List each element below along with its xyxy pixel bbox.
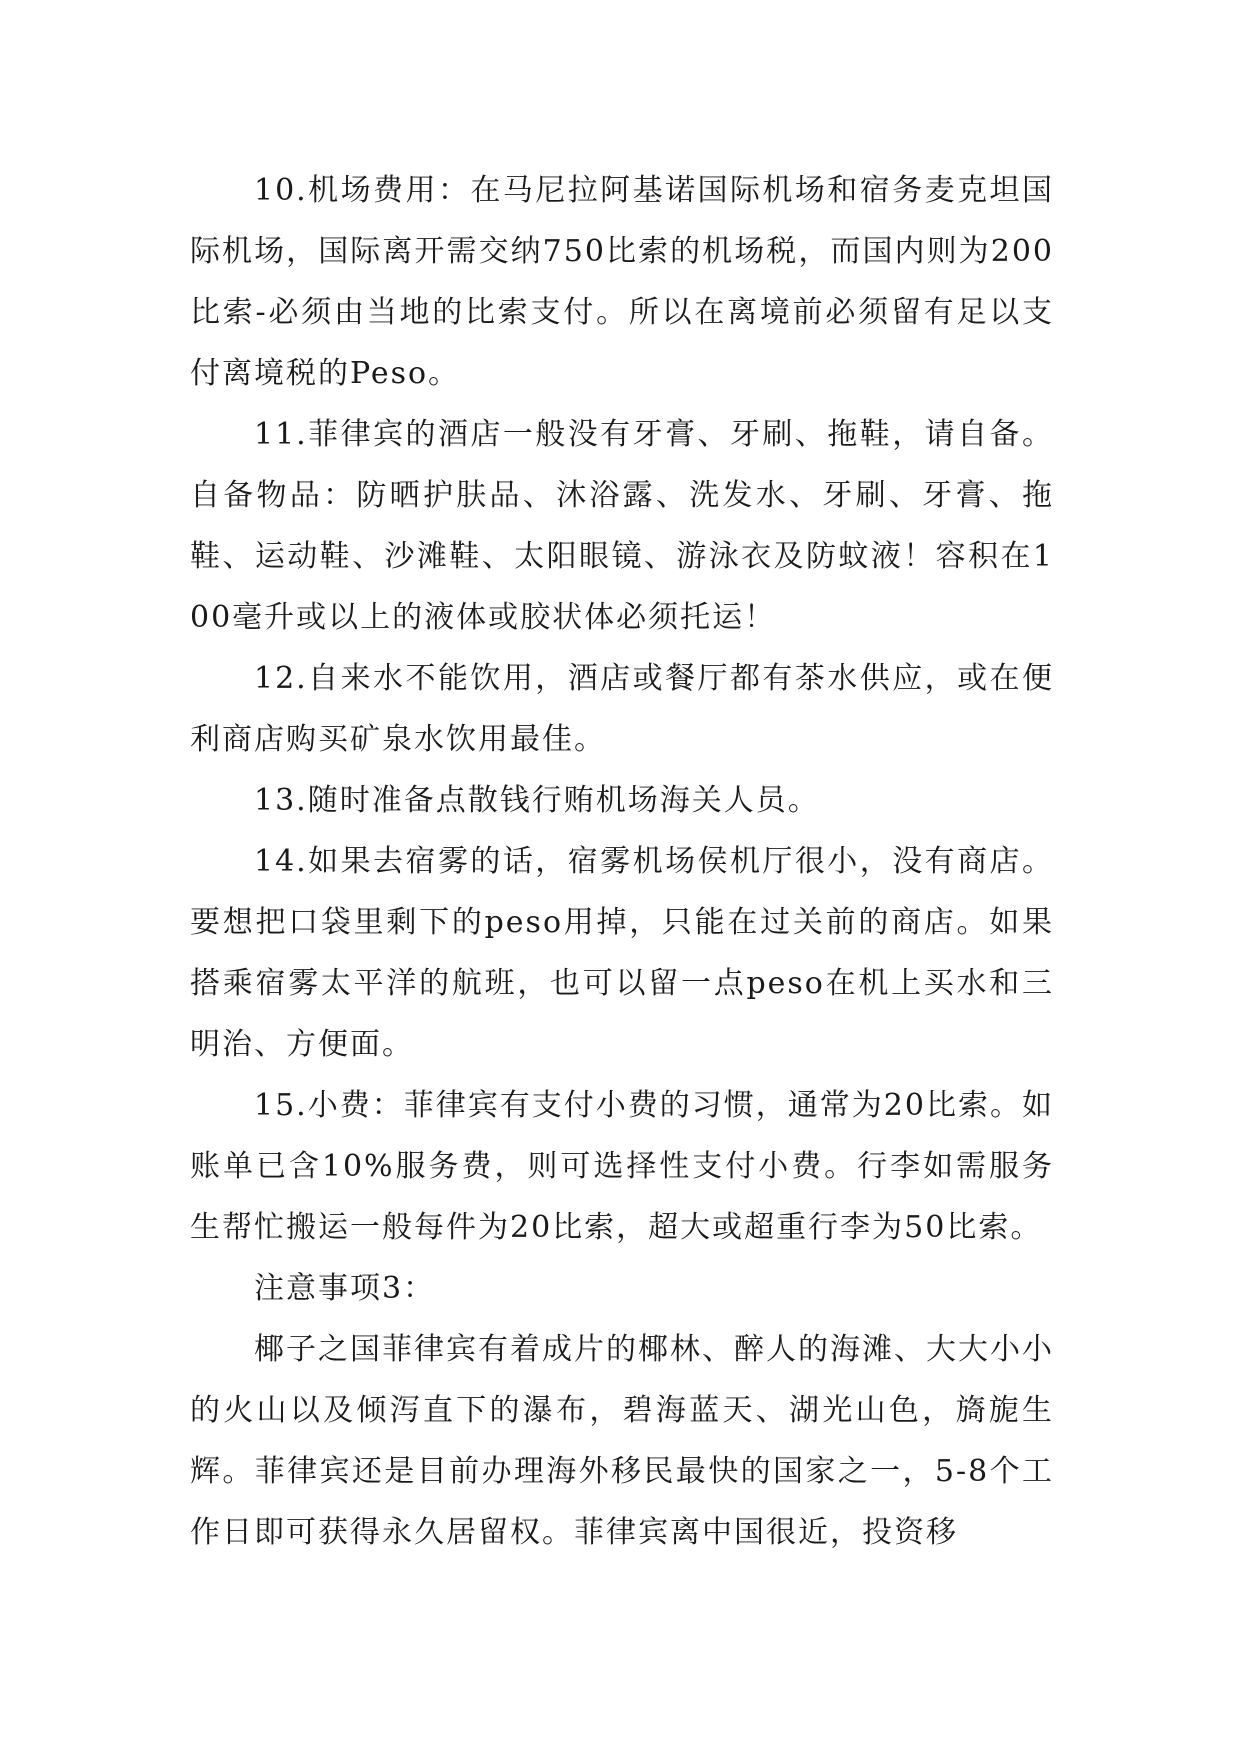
paragraph-tipping: 15.小费：菲律宾有支付小费的习惯，通常为20比索。如账单已含10%服务费，则可选择性支付小费。行李如需服务生帮忙搬运一般每件为20比索，超大或超重行李为50比索。 xyxy=(190,1088,1054,1245)
paragraph-hotel-supplies: 11.菲律宾的酒店一般没有牙膏、牙刷、拖鞋，请自备。自备物品：防晒护肤品、沐浴露、洗发水、牙刷、牙膏、拖鞋、运动鞋、沙滩鞋、太阳眼镜、游泳衣及防蚊液！容积在100毫升或以上的液体或胶状体必须托运！ xyxy=(190,417,1054,635)
paragraph-drinking-water: 12.自来水不能饮用，酒店或餐厅都有茶水供应，或在便利商店购买矿泉水饮用最佳。 xyxy=(190,661,1054,757)
paragraph-airport-fees: 10.机场费用：在马尼拉阿基诺国际机场和宿务麦克坦国际机场，国际离开需交纳750比索的机场税，而国内则为200比索-必须由当地的比索支付。所以在离境前必须留有足以支付离境税的Peso。 xyxy=(190,173,1054,391)
paragraph-cebu-airport: 14.如果去宿雾的话，宿雾机场侯机厅很小，没有商店。要想把口袋里剩下的peso用掉，只能在过关前的商店。如果搭乘宿雾太平洋的航班，也可以留一点peso在机上买水和三明治、方便面。 xyxy=(190,844,1054,1062)
paragraph-spare-cash: 13.随时准备点散钱行贿机场海关人员。 xyxy=(254,783,820,818)
section-heading-notes-3: 注意事项3： xyxy=(254,1271,436,1306)
paragraph-philippines-intro: 椰子之国菲律宾有着成片的椰林、醉人的海滩、大大小小的火山以及倾泻直下的瀑布，碧海蓝天、湖光山色，旖旎生辉。菲律宾还是目前办理海外移民最快的国家之一，5-8个工作日即可获得永久居留权。菲律宾离中国很近，投资移 xyxy=(190,1332,1054,1550)
document-body xyxy=(190,160,1054,1563)
